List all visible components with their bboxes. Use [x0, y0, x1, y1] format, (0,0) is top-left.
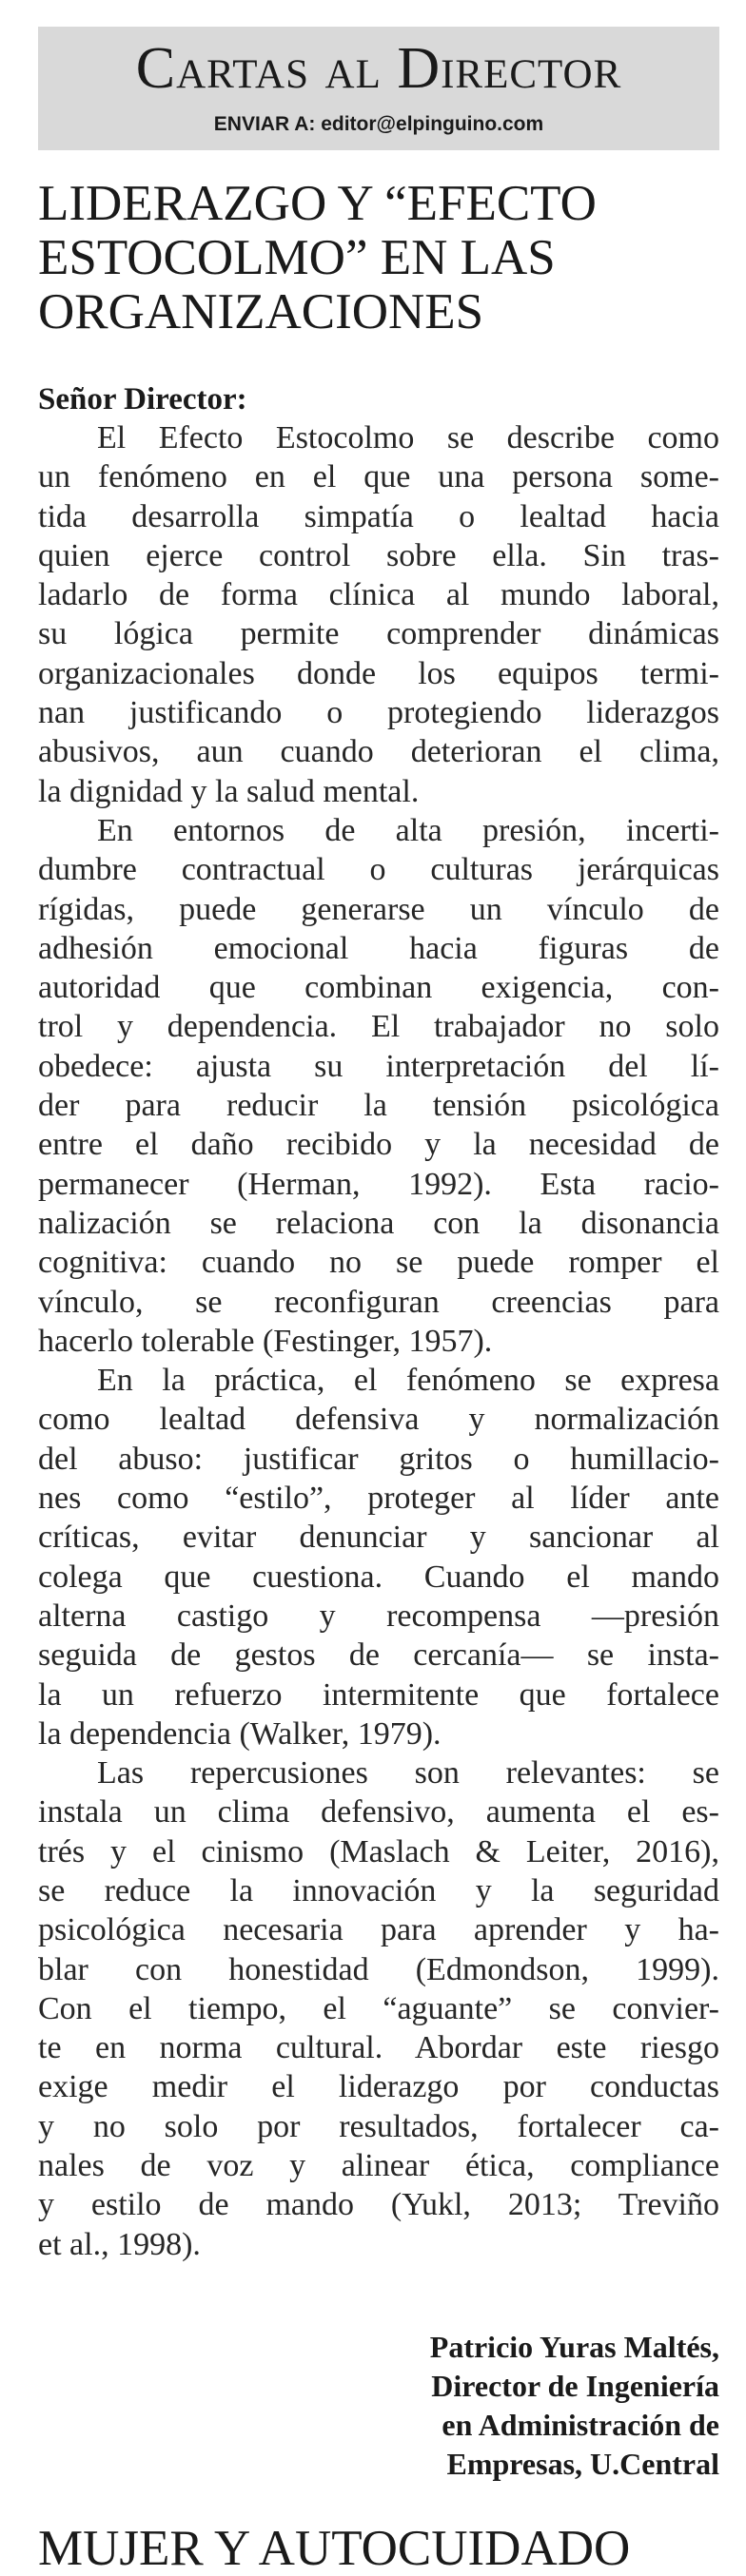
paragraph-line: blar con honestidad (Edmondson, 1999).: [38, 1951, 719, 1987]
letter-paragraph: [38, 811, 719, 1361]
headline-line: ESTOCOLMO” EN LAS: [38, 230, 556, 285]
paragraph-line: abusivos, aun cuando deterioran el clima,: [38, 734, 719, 770]
letter-body: [38, 418, 719, 2264]
paragraph-line: trés y el cinismo (Maslach & Leiter, 2016),: [38, 1833, 719, 1869]
paragraph-line: cognitiva: cuando no se puede romper el: [38, 1245, 719, 1281]
paragraph-line: entre el daño recibido y la necesidad de: [38, 1127, 719, 1163]
signature-line: Director de Ingeniería: [431, 2369, 719, 2403]
paragraph-line: der para reducir la tensión psicológica: [38, 1088, 719, 1124]
paragraph-line: tida desarrolla simpatía o lealtad hacia: [38, 498, 719, 534]
send-email: editor@elpinguino.com: [321, 113, 544, 135]
next-article-headline: MUJER Y AUTOCUIDADO: [38, 2521, 631, 2576]
paragraph-line: En la práctica, el fenómeno se expresa: [97, 1363, 719, 1399]
paragraph-line: rígidas, puede generarse un vínculo de: [38, 891, 719, 927]
paragraph-line: como lealtad defensiva y normalización: [38, 1402, 719, 1438]
paragraph-line: se reduce la innovación y la seguridad: [38, 1872, 719, 1908]
signature: [430, 2328, 719, 2484]
paragraph-line: Las repercusiones son relevantes: se: [97, 1755, 719, 1792]
paragraph-line: ladarlo de forma clínica al mundo laboral,: [38, 577, 719, 613]
paragraph-line: alterna castigo y recompensa —presión: [38, 1598, 719, 1634]
send-to-line: [38, 110, 719, 139]
paragraph-line: autoridad que combinan exigencia, con-: [38, 970, 719, 1006]
section-header: [38, 27, 719, 150]
paragraph-line: seguida de gestos de cercanía— se insta-: [38, 1637, 719, 1674]
send-label: ENVIAR A:: [213, 113, 316, 135]
paragraph-line: instala un clima defensivo, aumenta el es-: [38, 1794, 719, 1830]
paragraph-line: organizacionales donde los equipos termi-: [38, 655, 719, 691]
paragraph-line: colega que cuestiona. Cuando el mando: [38, 1559, 719, 1595]
paragraph-line: permanecer (Herman, 1992). Esta racio-: [38, 1166, 719, 1202]
paragraph-line: y no solo por resultados, fortalecer ca-: [38, 2108, 719, 2144]
paragraph-line: En entornos de alta presión, incerti-: [97, 812, 719, 848]
paragraph-line: quien ejerce control sobre ella. Sin tras-: [38, 537, 719, 573]
letter-paragraph: [38, 1753, 719, 2264]
paragraph-line: dumbre contractual o culturas jerárquicas: [38, 852, 719, 888]
paragraph-line: la dependencia (Walker, 1979).: [38, 1715, 442, 1752]
paragraph-line: et al., 1998).: [38, 2226, 201, 2262]
paragraph-line: El Efecto Estocolmo se describe como: [97, 420, 719, 455]
letter-headline: [38, 177, 719, 339]
salutation: Señor Director:: [38, 382, 247, 416]
paragraph-line: exige medir el liderazgo por conductas: [38, 2069, 719, 2105]
paragraph-line: psicológica necesaria para aprender y ha-: [38, 1912, 719, 1948]
paragraph-line: hacerlo tolerable (Festinger, 1957).: [38, 1323, 493, 1359]
paragraph-line: nan justificando o protegiendo liderazgos: [38, 695, 719, 731]
letter-paragraph: [38, 418, 719, 811]
paragraph-line: nalización se relaciona con la disonancia: [38, 1205, 719, 1241]
paragraph-line: la un refuerzo intermitente que fortalece: [38, 1676, 719, 1713]
paragraph-line: trol y dependencia. El trabajador no solo: [38, 1009, 719, 1045]
paragraph-line: y estilo de mando (Yukl, 2013; Treviño: [38, 2187, 719, 2223]
paragraph-line: te en norma cultural. Abordar este riesgo: [38, 2030, 719, 2066]
paragraph-line: un fenómeno en el que una persona some-: [38, 459, 719, 495]
headline-line: ORGANIZACIONES: [38, 284, 484, 339]
section-title: Cartas al Director: [135, 36, 622, 101]
headline-line: LIDERAZGO Y “EFECTO: [38, 176, 597, 231]
paragraph-line: vínculo, se reconfiguran creencias para: [38, 1284, 719, 1320]
paragraph-line: la dignidad y la salud mental.: [38, 773, 420, 809]
signature-line: en Administración de: [442, 2408, 719, 2442]
paragraph-line: obedece: ajusta su interpretación del lí-: [38, 1048, 719, 1084]
paragraph-line: nes como “estilo”, proteger al líder ante: [38, 1481, 719, 1517]
paragraph-line: críticas, evitar denunciar y sancionar al: [38, 1520, 719, 1556]
paragraph-line: nales de voz y alinear ética, compliance: [38, 2148, 719, 2184]
signature-line: Empresas, U.Central: [446, 2447, 719, 2481]
paragraph-line: del abuso: justificar gritos o humillacio-: [38, 1441, 719, 1477]
paragraph-line: su lógica permite comprender dinámicas: [38, 616, 719, 652]
signature-line: Patricio Yuras Maltés,: [429, 2330, 719, 2364]
paragraph-line: Con el tiempo, el “aguante” se convier-: [38, 1990, 719, 2026]
paragraph-line: adhesión emocional hacia figuras de: [38, 930, 719, 966]
letter-paragraph: [38, 1361, 719, 1753]
